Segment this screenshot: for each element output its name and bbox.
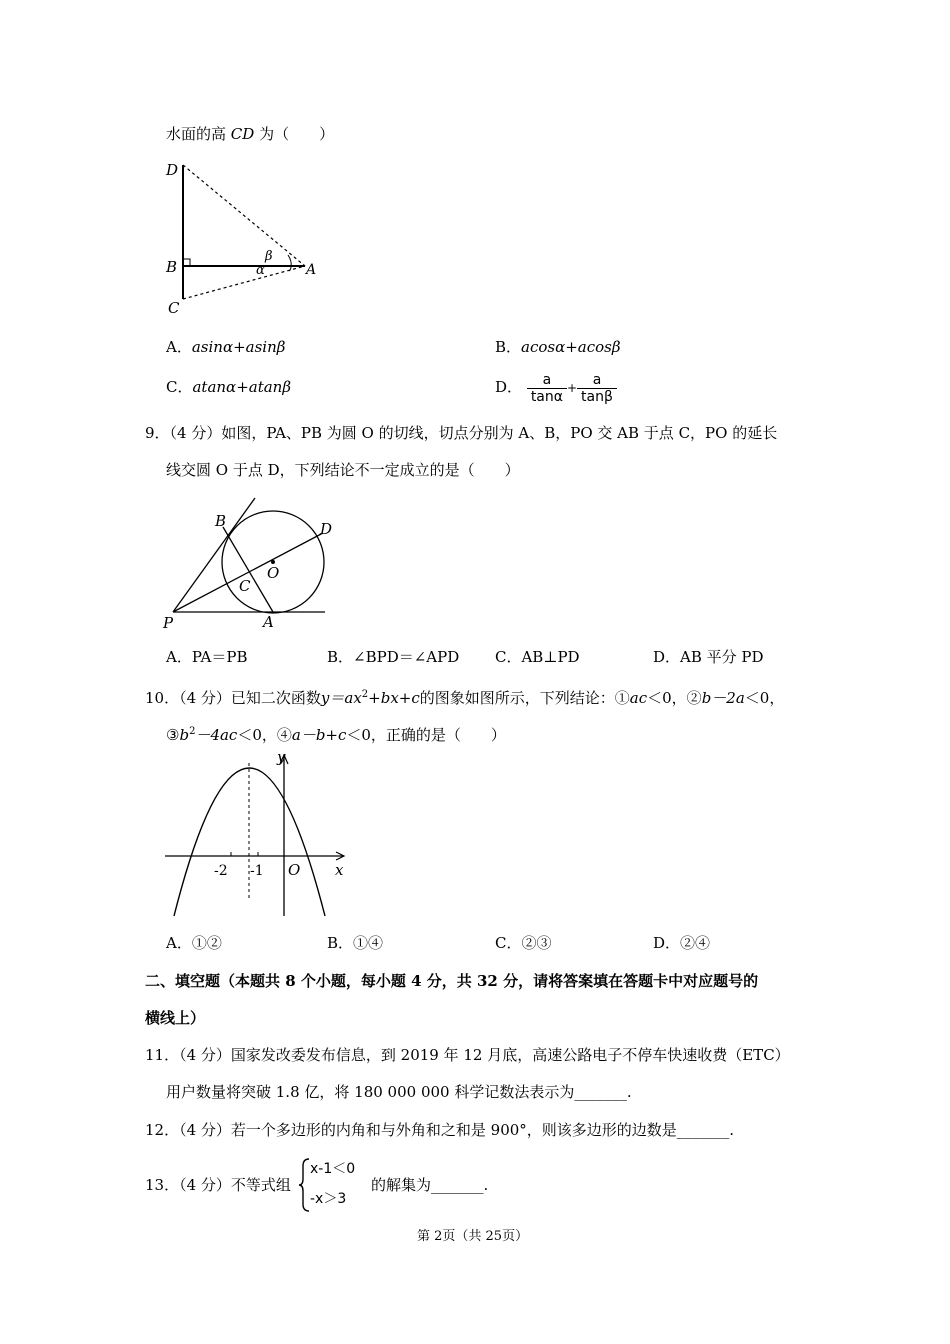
q9-figure bbox=[160, 490, 360, 630]
q13-inequality-2: -x＞3 bbox=[310, 1191, 347, 1207]
q13-brace bbox=[298, 1158, 310, 1212]
q9-label-B: B bbox=[215, 512, 227, 530]
q8-option-d-fraction-2: $\frac{a}{\tan\beta}$ bbox=[577, 372, 617, 405]
q8-label-B: B bbox=[166, 258, 178, 276]
q10-label-minus2: -2 bbox=[214, 863, 228, 879]
q8-label-C: C bbox=[168, 299, 180, 317]
q13-stem-pre: 13．（4 分）不等式组 bbox=[145, 1176, 291, 1194]
q10-figure bbox=[160, 748, 360, 923]
q12-stem: 12．（4 分）若一个多边形的内角和与外角和之和是 900°，则该多边形的边数是_______. bbox=[145, 1121, 735, 1139]
q10-label-origin: O bbox=[288, 861, 301, 879]
q10-label-y: y bbox=[277, 748, 286, 766]
q10-option-d[interactable]: D．②④ bbox=[653, 934, 711, 952]
page-footer: 第 2页（共 25页） bbox=[417, 1229, 529, 1244]
q8-label-D: D bbox=[166, 161, 179, 179]
q8-figure bbox=[160, 155, 330, 320]
q8-option-d[interactable]: D． $\frac{a}{\tan\alpha}$ + $\frac{a}{\tan\beta}$ bbox=[495, 370, 617, 405]
q10-option-a[interactable]: A．①② bbox=[166, 934, 222, 952]
q9-label-O: O bbox=[267, 564, 280, 582]
q9-option-b[interactable]: B．∠BPD＝∠APD bbox=[327, 648, 460, 666]
q9-stem-line2: 线交圆 O 于点 D，下列结论不一定成立的是（ ） bbox=[166, 461, 520, 479]
q8-option-b[interactable]: B．acosα+acosβ bbox=[495, 338, 621, 356]
q9-label-A: A bbox=[263, 613, 274, 631]
section-2-heading-line1: 二、填空题（本题共 8 个小题，每小题 4 分，共 32 分，请将答案填在答题卡中对应题号的 bbox=[145, 972, 759, 990]
q9-label-P: P bbox=[163, 614, 174, 632]
q11-stem-line2: 用户数量将突破 1.8 亿，将 180 000 000 科学记数法表示为_______. bbox=[166, 1083, 632, 1101]
q8-stem-tail: 水面的高 CD 为（ ） bbox=[166, 125, 335, 143]
q13-stem-post: 的解集为_______. bbox=[371, 1176, 489, 1194]
q8-label-alpha: α bbox=[256, 263, 265, 278]
q8-option-a[interactable]: A．asinα+asinβ bbox=[166, 338, 286, 356]
q9-label-C: C bbox=[239, 577, 251, 595]
q10-label-minus1: -1 bbox=[250, 863, 264, 879]
q8-option-c[interactable]: C．atanα+atanβ bbox=[166, 378, 292, 396]
q10-stem-line2: $③b^2-4ac<0$，④a－b+c＜0，正确的是（ ） bbox=[166, 726, 506, 744]
q13-inequality-1: x-1＜0 bbox=[310, 1161, 356, 1177]
q9-stem-line1: 9．（4 分）如图，PA、PB 为圆 O 的切线，切点分别为 A、B，PO 交 AB 于点 C，PO 的延长 bbox=[145, 424, 778, 442]
section-2-heading-line2: 横线上） bbox=[145, 1009, 206, 1027]
q8-label-A: A bbox=[306, 262, 317, 278]
q10-option-c[interactable]: C．②③ bbox=[495, 934, 552, 952]
q9-option-d[interactable]: D．AB 平分 PD bbox=[653, 648, 764, 666]
q8-option-d-fraction-1: $\frac{a}{\tan\alpha}$ bbox=[527, 372, 567, 405]
q9-option-c[interactable]: C．AB⊥PD bbox=[495, 648, 580, 666]
q9-option-a[interactable]: A．PA＝PB bbox=[166, 648, 248, 666]
q11-stem-line1: 11．（4 分）国家发改委发布信息，到 2019 年 12 月底，高速公路电子不停车快速收费（ETC） bbox=[145, 1046, 790, 1064]
q8-label-beta: β bbox=[265, 249, 273, 264]
q10-option-b[interactable]: B．①④ bbox=[327, 934, 384, 952]
q10-label-x: x bbox=[335, 861, 344, 879]
q9-label-D: D bbox=[320, 520, 333, 538]
q10-stem-line1: 10．（4 分）已知二次函数$y=ax^2+bx+c$的图象如图所示，下列结论：①ac＜0，②b－2a＜0， bbox=[145, 689, 785, 707]
